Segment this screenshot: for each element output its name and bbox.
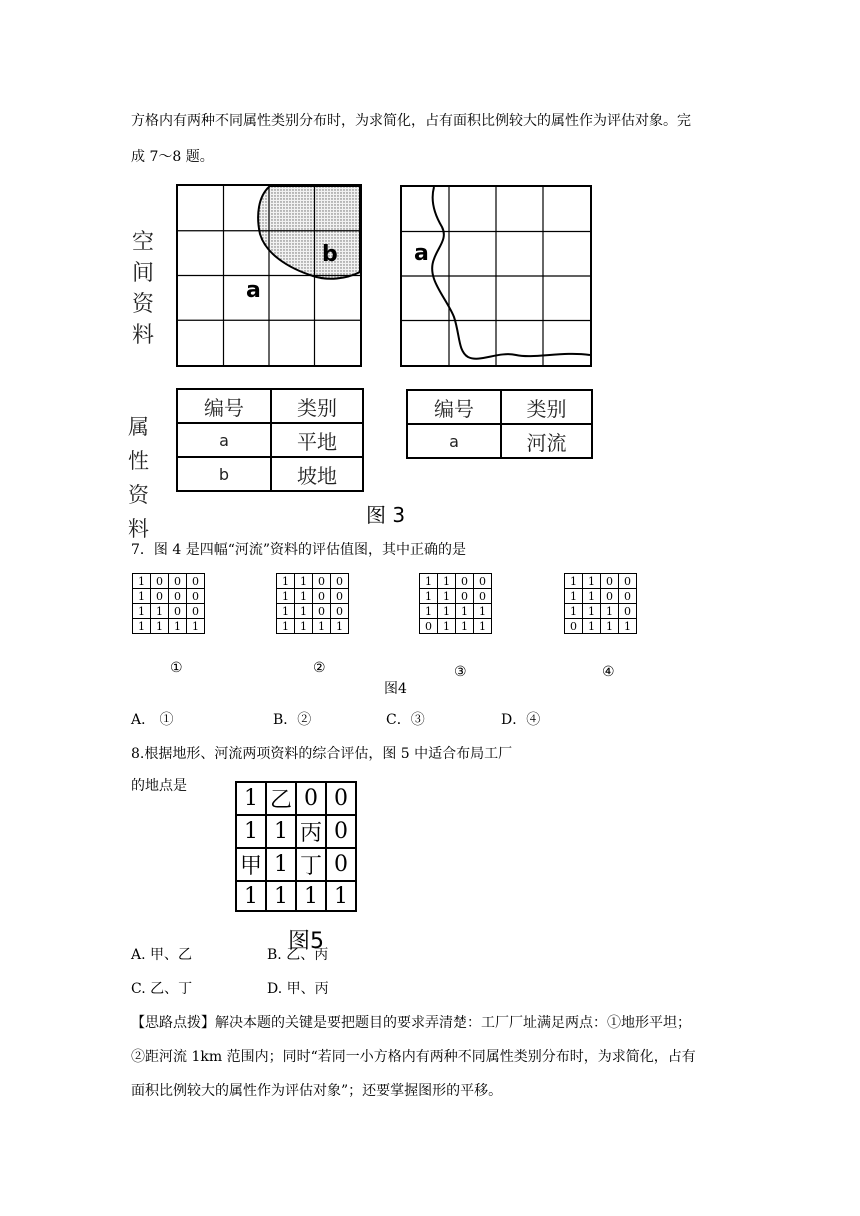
table-row <box>177 423 363 457</box>
eval-grid-3 <box>419 573 492 634</box>
eval-grid-4 <box>564 573 637 634</box>
tip-line-2: ②距河流 1km 范围内；同时“若同一小方格内有两种不同属性类别分布时，为求简化，占有 <box>131 1049 696 1065</box>
table-cell: a <box>177 423 271 457</box>
table-cell: 河流 <box>501 424 592 458</box>
river-map <box>400 185 592 367</box>
grid-cell: 1 <box>474 604 492 619</box>
q7-stem: 7．图 4 是四幅“河流”资料的评估值图，其中正确的是 <box>131 542 467 558</box>
grid-cell: 1 <box>565 574 583 589</box>
intro-line-2: 成 7～8 题。 <box>131 149 214 165</box>
grid-cell: 1 <box>420 574 438 589</box>
grid-cell: 1 <box>438 604 456 619</box>
spatial-label-char: 空 <box>131 230 154 255</box>
grid-cell: 0 <box>331 574 349 589</box>
grid-cell: 0 <box>331 604 349 619</box>
grid-row <box>565 574 637 589</box>
tip-line-1: 【思路点拨】解决本题的关键是要把题目的要求弄清楚：工厂厂址满足两点：①地形平坦； <box>131 1015 691 1031</box>
grid-cell: 1 <box>295 619 313 634</box>
grid-cell: 1 <box>601 604 619 619</box>
grid-cell: 0 <box>187 574 205 589</box>
grid-label-2: ② <box>313 660 326 676</box>
grid-cell: 丁 <box>296 848 326 881</box>
grid-cell: 1 <box>236 815 266 848</box>
spatial-label-char: 料 <box>131 323 154 348</box>
grid-cell: 1 <box>583 619 601 634</box>
grid-row <box>565 589 637 604</box>
intro-line-1: 方格内有两种不同属性类别分布时，为求简化，占有面积比例较大的属性作为评估对象。完 <box>131 113 691 129</box>
q8-option-a[interactable]: A. 甲、乙 <box>131 947 193 963</box>
grid-cell: 0 <box>420 619 438 634</box>
grid-cell: 1 <box>266 848 296 881</box>
tip-line-3: 面积比例较大的属性作为评估对象”；还要掌握图形的平移。 <box>131 1083 503 1099</box>
grid-cell: 1 <box>565 589 583 604</box>
grid-cell: 1 <box>438 589 456 604</box>
grid-row <box>133 619 205 634</box>
river-line <box>432 187 590 359</box>
grid-cell: 1 <box>438 619 456 634</box>
grid-cell: 0 <box>474 589 492 604</box>
table-cell: 平地 <box>271 423 363 457</box>
table-header: 类别 <box>501 390 592 424</box>
grid-cell: 1 <box>277 619 295 634</box>
grid-cell: 0 <box>331 589 349 604</box>
terrain-map <box>176 184 362 367</box>
grid-cell: 0 <box>456 589 474 604</box>
grid-row <box>420 589 492 604</box>
attribute-data-label <box>128 410 174 546</box>
eval-grid-2 <box>276 573 349 634</box>
figure-5-caption: 图5 <box>288 929 324 954</box>
grid-cell: 0 <box>169 574 187 589</box>
grid-cell: 1 <box>456 619 474 634</box>
grid-cell: 0 <box>565 619 583 634</box>
grid-cell: 0 <box>474 574 492 589</box>
grid-cell: 1 <box>420 589 438 604</box>
grid-cell: 1 <box>151 619 169 634</box>
slope-area <box>258 186 360 279</box>
grid-label-1: ① <box>170 660 183 676</box>
table-cell: a <box>407 424 501 458</box>
table-row <box>236 848 356 881</box>
grid-cell: 0 <box>187 589 205 604</box>
grid-cell: 1 <box>266 815 296 848</box>
grid-cell: 1 <box>277 589 295 604</box>
q7-option-a[interactable]: A． ① <box>131 712 174 728</box>
grid-cell: 0 <box>313 604 331 619</box>
attribute-label-line: 资 料 <box>128 483 149 541</box>
grid-cell: 0 <box>601 589 619 604</box>
q8-stem-line-1: 8.根据地形、河流两项资料的综合评估，图 5 中适合布局工厂 <box>131 746 513 762</box>
grid-cell: 1 <box>133 619 151 634</box>
table-cell: 坡地 <box>271 457 363 491</box>
grid-cell: 0 <box>456 574 474 589</box>
grid-cell: 1 <box>187 619 205 634</box>
grid-cell: 1 <box>295 589 313 604</box>
grid-cell: 0 <box>326 815 356 848</box>
q8-option-d[interactable]: D. 甲、丙 <box>267 981 329 997</box>
grid-cell: 1 <box>438 574 456 589</box>
grid-cell: 1 <box>420 604 438 619</box>
attribute-table-river <box>406 389 593 459</box>
q7-option-b[interactable]: B．② <box>273 712 312 728</box>
grid-cell: 乙 <box>266 782 296 815</box>
grid-row <box>565 604 637 619</box>
q7-option-d[interactable]: D．④ <box>501 712 541 728</box>
grid-cell: 1 <box>277 574 295 589</box>
figure-4-caption: 图4 <box>384 681 407 697</box>
grid-cell: 0 <box>151 589 169 604</box>
grid-cell: 甲 <box>236 848 266 881</box>
grid-row <box>133 589 205 604</box>
grid-label-4: ④ <box>602 664 615 680</box>
eval-grid-1 <box>132 573 205 634</box>
grid-row <box>277 574 349 589</box>
grid-cell: 1 <box>619 619 637 634</box>
grid-cell: 1 <box>326 881 356 911</box>
grid-cell: 1 <box>133 574 151 589</box>
grid-cell: 0 <box>601 574 619 589</box>
table-header-row <box>407 390 592 424</box>
table-row <box>236 881 356 911</box>
grid-row <box>420 574 492 589</box>
grid-cell: 1 <box>295 574 313 589</box>
grid-cell: 1 <box>236 881 266 911</box>
grid-cell: 1 <box>331 619 349 634</box>
grid-row <box>565 619 637 634</box>
grid-cell: 1 <box>295 604 313 619</box>
grid-cell: 1 <box>296 881 326 911</box>
q8-option-b[interactable]: B. 乙、丙 <box>267 947 329 963</box>
q8-stem-line-2: 的地点是 <box>131 778 187 794</box>
grid-cell: 丙 <box>296 815 326 848</box>
grid-cell: 0 <box>326 848 356 881</box>
grid-cell: 0 <box>169 589 187 604</box>
grid-cell: 0 <box>313 589 331 604</box>
table-header: 编号 <box>407 390 501 424</box>
grid-row <box>133 604 205 619</box>
grid-row <box>420 619 492 634</box>
terrain-map-drawing <box>178 186 360 365</box>
grid-cell: 1 <box>565 604 583 619</box>
table-cell: b <box>177 457 271 491</box>
grid-cell: 1 <box>151 604 169 619</box>
grid-cell: 1 <box>601 619 619 634</box>
grid-cell: 0 <box>313 574 331 589</box>
table-row <box>407 424 592 458</box>
river-map-drawing <box>402 187 590 365</box>
grid-cell: 1 <box>583 574 601 589</box>
grid-row <box>277 619 349 634</box>
table-header-row <box>177 389 363 423</box>
spatial-data-label <box>130 227 156 351</box>
table-header: 编号 <box>177 389 271 423</box>
grid-cell: 1 <box>236 782 266 815</box>
grid-cell: 1 <box>456 604 474 619</box>
spatial-label-char: 资 <box>131 292 154 317</box>
grid-cell: 0 <box>296 782 326 815</box>
grid-cell: 0 <box>169 604 187 619</box>
grid-cell: 0 <box>619 604 637 619</box>
grid-cell: 0 <box>619 574 637 589</box>
grid-cell: 1 <box>583 589 601 604</box>
grid-label-3: ③ <box>454 664 467 680</box>
table-header: 类别 <box>271 389 363 423</box>
figure-3-caption: 图 3 <box>366 503 406 527</box>
map-label-b: b <box>322 242 338 267</box>
table-row <box>236 782 356 815</box>
grid-cell: 0 <box>326 782 356 815</box>
map-label-a: a <box>246 278 261 303</box>
grid-cell: 0 <box>151 574 169 589</box>
composite-grid <box>235 781 357 912</box>
table-row <box>177 457 363 491</box>
grid-cell: 1 <box>313 619 331 634</box>
attribute-table-terrain <box>176 388 364 492</box>
grid-row <box>277 589 349 604</box>
q7-option-c[interactable]: C．③ <box>386 712 425 728</box>
grid-cell: 0 <box>187 604 205 619</box>
q8-option-c[interactable]: C. 乙、丁 <box>131 981 193 997</box>
grid-row <box>277 604 349 619</box>
grid-cell: 1 <box>583 604 601 619</box>
grid-cell: 1 <box>266 881 296 911</box>
table-row <box>236 815 356 848</box>
grid-cell: 1 <box>277 604 295 619</box>
grid-cell: 1 <box>474 619 492 634</box>
grid-cell: 0 <box>619 589 637 604</box>
grid-cell: 1 <box>133 604 151 619</box>
spatial-label-char: 间 <box>131 261 154 286</box>
grid-cell: 1 <box>133 589 151 604</box>
map-label-river-a: a <box>414 241 429 266</box>
grid-row <box>420 604 492 619</box>
grid-cell: 1 <box>169 619 187 634</box>
attribute-label-line: 属 性 <box>128 415 149 473</box>
grid-row <box>133 574 205 589</box>
